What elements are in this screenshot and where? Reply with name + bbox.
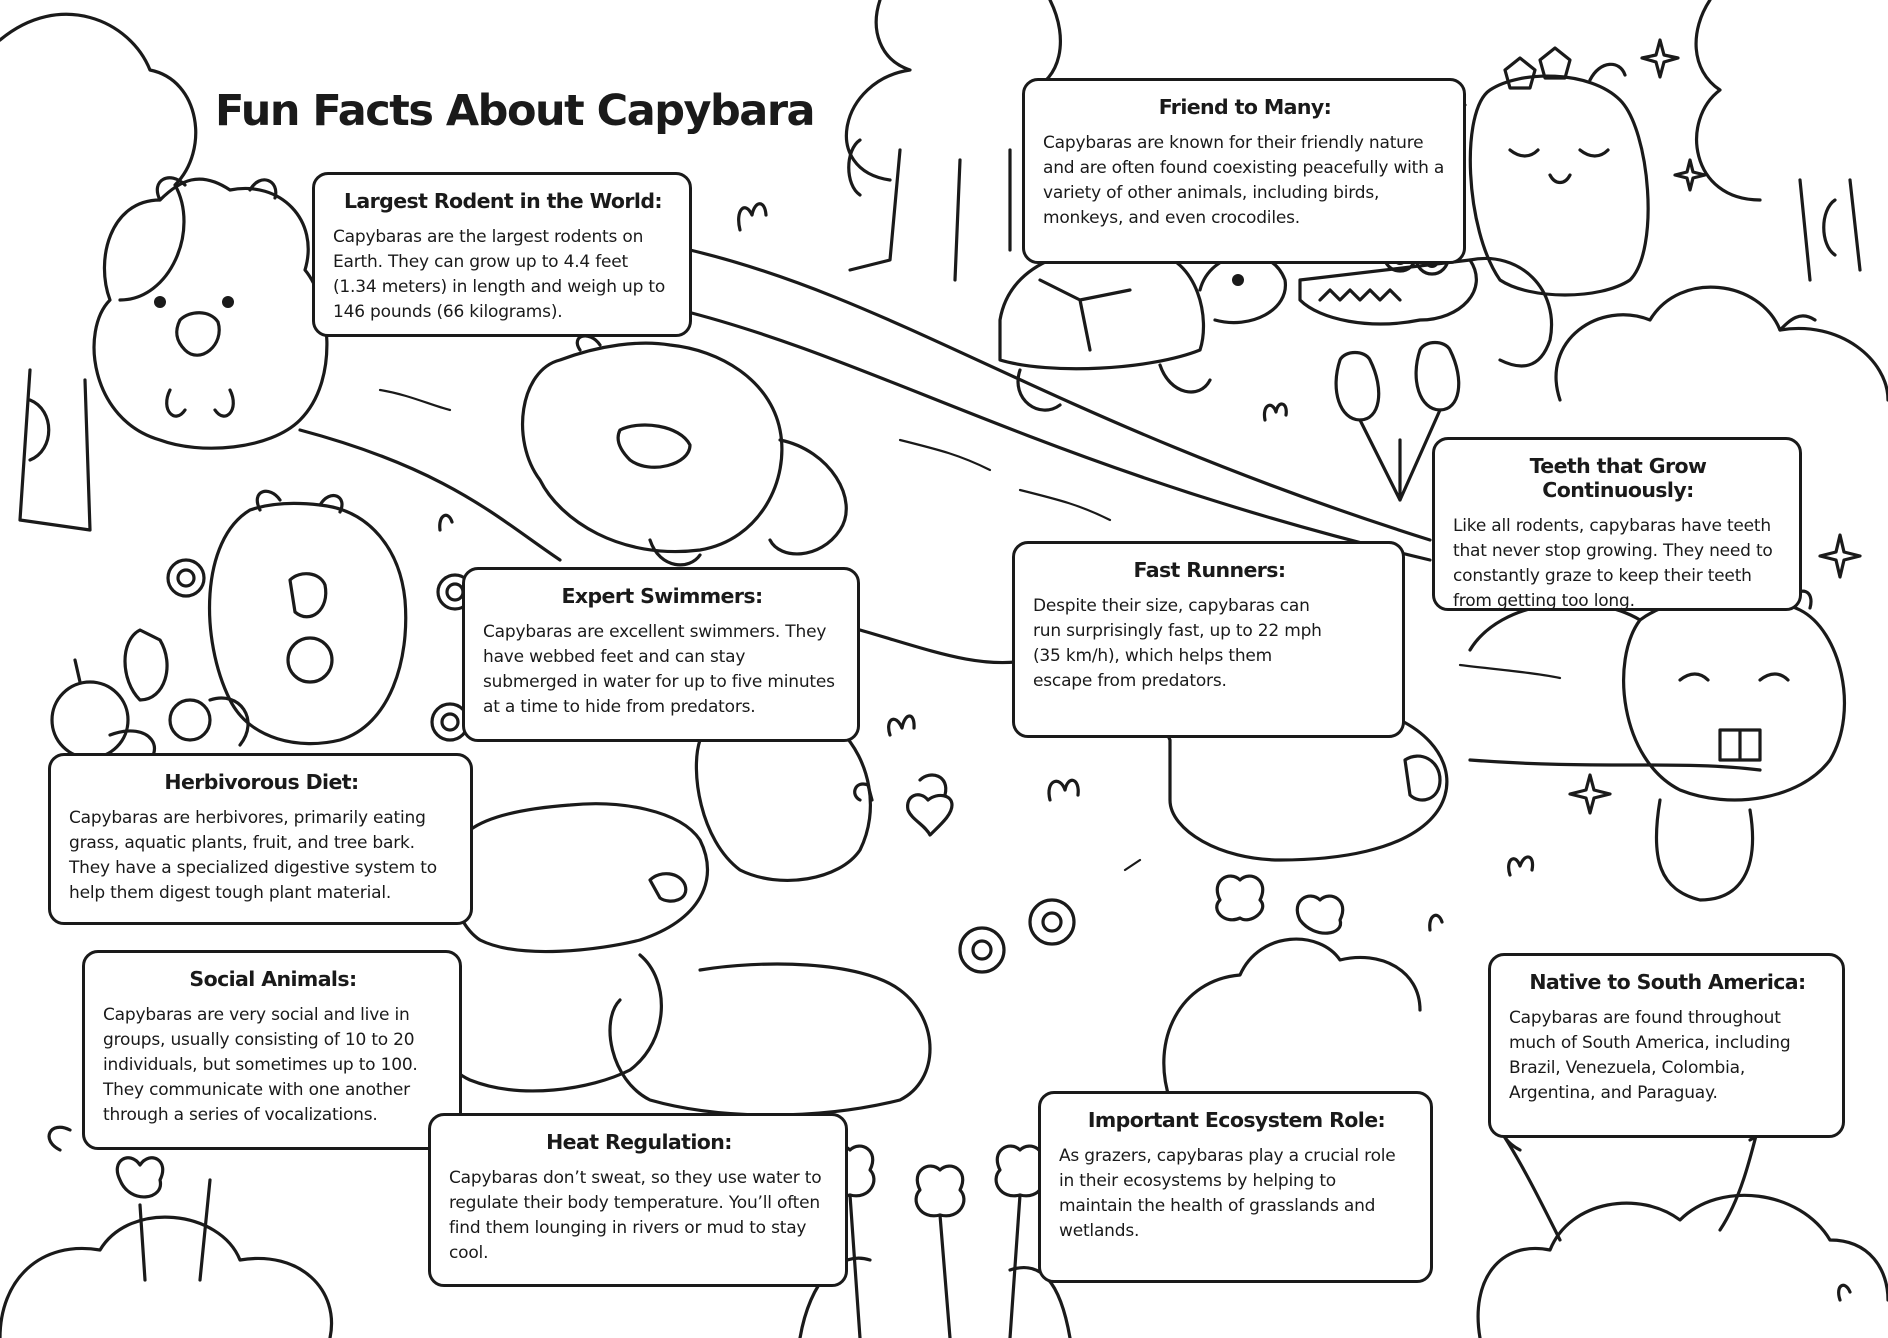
fact-text: Capybaras are very social and live in groups, usually consisting of 10 to 20 individuals, but sometimes up to 100. They communicate with one another through a series of vocalizations.: [103, 1005, 418, 1125]
sparkle-icon: [1415, 40, 1860, 813]
fact-card-largest-rodent: [312, 172, 692, 337]
bush-center-right-icon: [1164, 876, 1420, 1100]
fact-heading: Friend to Many:: [1158, 95, 1332, 119]
capybara-grinning-icon: [1624, 586, 1845, 900]
fact-card-expert-swimmers: [462, 567, 860, 742]
capybara-swimming-icon: [523, 336, 847, 565]
fact-heading: Important Ecosystem Role:: [1087, 1108, 1386, 1132]
fact-heading: Herbivorous Diet:: [164, 770, 359, 794]
capybara-standing-icon: [94, 178, 327, 448]
fact-card-teeth: [1432, 437, 1802, 611]
fact-text: As grazers, capybaras play a crucial role in their ecosystems by helping to maintain the health of grasslands and wetlands.: [1059, 1146, 1396, 1241]
fact-text: Capybaras are the largest rodents on Earth. They can grow up to 4.4 feet (1.34 meters) in length and weigh up to 146 pounds (66 kilograms).: [333, 227, 666, 322]
fact-card-social-animals: [82, 950, 462, 1150]
fact-text: Like all rodents, capybaras have teeth that never stop growing. They need to constantly graze to keep their teeth from getting too long.: [1453, 516, 1773, 611]
fact-text: Capybaras are known for their friendly nature and are often found coexisting peacefully with a variety of other animals, including birds, monkeys, and even crocodiles.: [1043, 133, 1445, 228]
fact-card-heat-regulation: [428, 1113, 848, 1287]
heart-icon: [908, 795, 952, 835]
fact-heading: Expert Swimmers:: [561, 584, 763, 608]
fact-card-ecosystem-role: [1038, 1091, 1433, 1283]
fact-text: Capybaras are excellent swimmers. They have webbed feet and can stay submerged in water for up to five minutes at a time to hide from predators.: [483, 622, 835, 717]
fact-card-herbivorous-diet: [48, 753, 473, 925]
fact-heading: Social Animals:: [189, 967, 357, 991]
capybara-pile-icon: [429, 710, 946, 1115]
fact-text: Capybaras are herbivores, primarily eating grass, aquatic plants, fruit, and tree bark. They have a specialized digestive system to help them digest tough plant material.: [69, 808, 437, 903]
bush-bottom-right-icon: [1478, 1110, 1888, 1338]
tree-top-right-icon: [1696, 0, 1860, 280]
fruit-basket-icon: [52, 630, 248, 770]
fact-heading: Largest Rodent in the World:: [343, 189, 663, 213]
turtle-icon: [1000, 248, 1285, 411]
fact-heading: Native to South America:: [1529, 970, 1806, 994]
tree-left-icon: [0, 14, 196, 530]
fact-text: Capybaras don’t sweat, so they use water to regulate their body temperature. You’ll often find them lounging in rivers or mud to stay cool.: [449, 1168, 822, 1263]
bush-bottom-left-icon: [0, 1127, 332, 1338]
fact-heading: Fast Runners:: [1133, 558, 1286, 582]
fact-text: Capybaras are found throughout much of South America, including Brazil, Venezuela, Colombia, Argentina, and Paraguay.: [1509, 1008, 1791, 1103]
bush-right-icon: [1556, 287, 1888, 400]
fact-text: Despite their size, capybaras can run surprisingly fast, up to 22 mph (35 km/h), which helps them escape from predators.: [1033, 596, 1322, 691]
fact-heading: Teeth that Grow Continuously:: [1529, 454, 1707, 502]
page-title: Fun Facts About Capybara: [215, 86, 815, 136]
fact-card-native-south-america: [1488, 953, 1845, 1138]
fact-card-fast-runners: [1012, 541, 1405, 738]
fact-heading: Heat Regulation:: [546, 1130, 732, 1154]
fact-card-friend-to-many: [1022, 78, 1466, 264]
